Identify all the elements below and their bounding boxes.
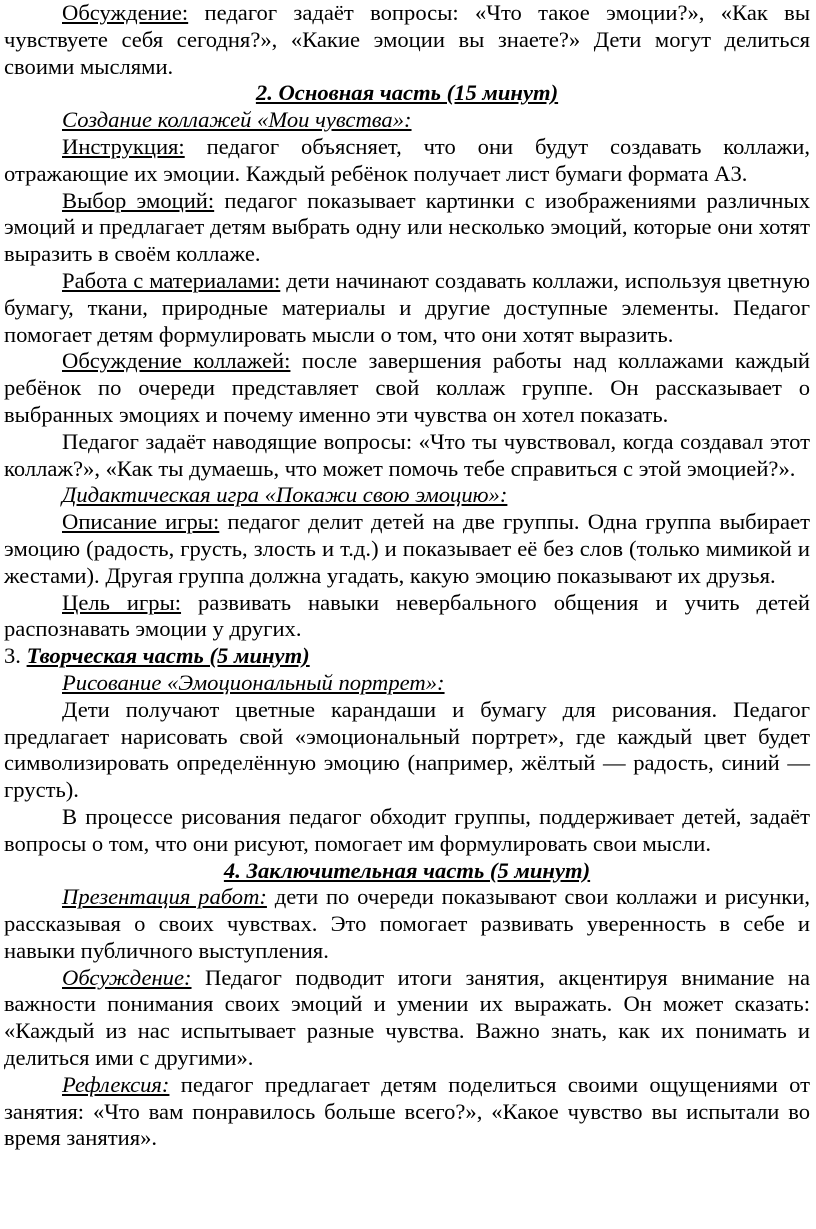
- paragraph-game-description: Описание игры: педагог делит детей на две группы. Одна группа выбирает эмоцию (радость, грусть, злость и т.д.) и показывает её без слов (только мимикой и жестами). Другая группа должна угадать, какую эмоцию показывают их друзья.: [4, 509, 810, 588]
- paragraph-reflection: Рефлексия: педагог предлагает детям поделиться своими ощущениями от занятия: «Что вам понравилось больше всего?», «Какое чувство вы испытали во время занятия».: [4, 1071, 810, 1151]
- paragraph-collage-discussion: Обсуждение коллажей: после завершения работы над коллажами каждый ребёнок по очереди представляет свой коллаж группе. Он рассказывает о выбранных эмоциях и почему именно эти чувства он хотел показать.: [4, 348, 810, 427]
- label-materials: Работа с материалами:: [62, 267, 281, 293]
- label-game-goal: Цель игры:: [62, 589, 182, 615]
- label-final-discussion: Обсуждение:: [62, 964, 192, 990]
- paragraph-drawing-process: В процессе рисования педагог обходит группы, поддерживает детей, задаёт вопросы о том, что они рисуют, помогает им формулировать свои мысли.: [4, 803, 810, 856]
- paragraph-emotion-choice: Выбор эмоций: педагог показывает картинки с изображениями различных эмоций и предлагает детям выбрать одну или несколько эмоций, которые они хотят выразить в своём коллаже.: [4, 187, 810, 267]
- paragraph-drawing-task: Дети получают цветные карандаши и бумагу для рисования. Педагог предлагает нарисовать свой «эмоциональный портрет», где каждый цвет будет символизировать определённую эмоцию (например, жёлтый — радость, синий — грусть).: [4, 696, 810, 803]
- label-instruction: Инструкция:: [62, 133, 185, 159]
- label-emotion-choice: Выбор эмоций:: [62, 187, 215, 213]
- heading-main-part: 2. Основная часть (15 минут): [255, 80, 559, 106]
- paragraph-instruction: Инструкция: педагог объясняет, что они будут создавать коллажи, отражающие их эмоции. Каждый ребёнок получает лист бумаги формата А3.: [4, 133, 810, 186]
- label-collage-discussion: Обсуждение коллажей:: [62, 348, 291, 374]
- label-game-description: Описание игры:: [62, 509, 220, 535]
- subheading-didactic-game: Дидактическая игра «Покажи свою эмоцию»:: [62, 482, 508, 508]
- paragraph-presentation: Презентация работ: дети по очереди показывают свои коллажи и рисунки, рассказывая о своих чувствах. Это помогает развивать уверенность в себе и навыки публичного выступления.: [4, 884, 810, 963]
- paragraph-materials: Работа с материалами: дети начинают создавать коллажи, используя цветную бумагу, ткани, природные материалы и другие доступные элементы. Педагог помогает детям формулировать мысли о том, что они хотят выразить.: [4, 267, 810, 347]
- subheading-collages: Создание коллажей «Мои чувства»:: [62, 107, 412, 133]
- paragraph-leading-questions: Педагог задаёт наводящие вопросы: «Что ты чувствовал, когда создавал этот коллаж?», «Как ты думаешь, что может помочь тебе справиться с этой эмоцией?».: [4, 428, 810, 481]
- paragraph-final-discussion: Обсуждение: Педагог подводит итоги занятия, акцентируя внимание на важности понимания своих эмоций и умении их выражать. Он может сказать: «Каждый из нас испытывает разные чувства. Важно знать, как их понимать и делиться ими с другими».: [4, 964, 810, 1071]
- label-reflection: Рефлексия:: [62, 1071, 170, 1097]
- heading-final-part: 4. Заключительная часть (5 минут): [223, 857, 591, 883]
- paragraph-discussion-intro: Обсуждение: педагог задаёт вопросы: «Что такое эмоции?», «Как вы чувствуете себя сегодня?», «Какие эмоции вы знаете?» Дети могут делиться своими мыслями.: [4, 0, 810, 79]
- heading-creative-part: 3. Творческая часть (5 минут): [4, 643, 310, 669]
- label-discussion: Обсуждение:: [62, 0, 189, 25]
- subheading-drawing: Рисование «Эмоциональный портрет»:: [62, 669, 445, 695]
- paragraph-game-goal: Цель игры: развивать навыки невербального общения и учить детей распознавать эмоции у других.: [4, 589, 810, 642]
- label-presentation: Презентация работ:: [62, 884, 267, 910]
